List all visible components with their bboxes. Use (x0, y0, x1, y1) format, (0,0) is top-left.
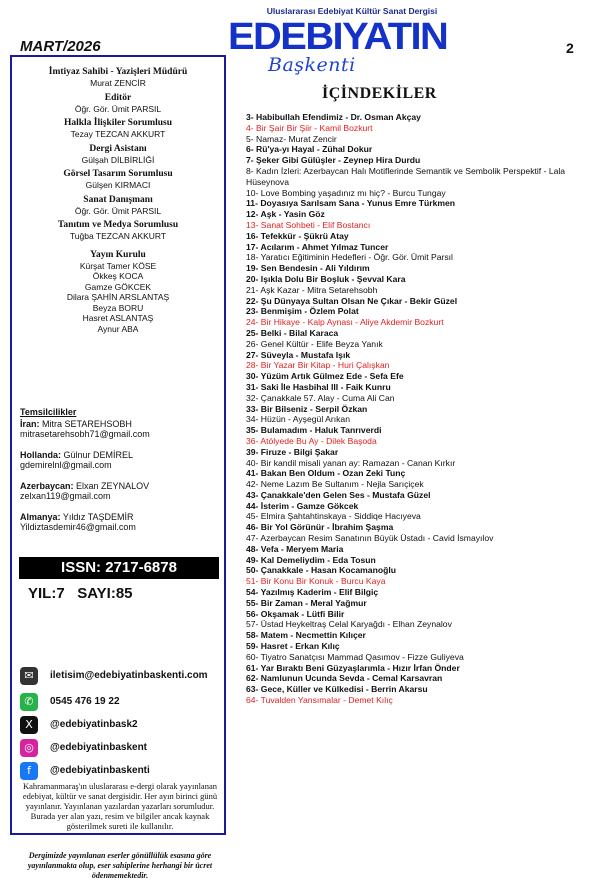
toc-item[interactable]: 20- Işıkla Dolu Bir Boşluk - Şevval Kara (246, 273, 406, 284)
issue-info (28, 585, 133, 602)
toc-item[interactable]: 40- Bir kandil misali yanan ay: Ramazan - Canan Kırkır (246, 457, 456, 468)
toc-item[interactable]: 46- Bir Yol Görünür - İbrahim Şaşma (246, 522, 394, 533)
toc-item[interactable]: 56- Okşamak - Lütfi Bilir (246, 608, 345, 619)
toc-item[interactable]: 58- Matem - Necmettin Kılıçer (246, 630, 366, 641)
toc-item[interactable]: 57- Üstad Heykeltraş Celal Karyağdı - Elhan Zeynalov (246, 619, 452, 630)
toc-item[interactable]: 4- Bir Şair Bir Şiir - Kamil Bozkurt (246, 122, 373, 133)
rep-country: İran: (20, 418, 40, 429)
about-text: Kahramanmaraş'ın uluslararası e-dergi olarak yayınlanan edebiyat, kültür ve sanat dergisidir. Her ayın birinci günü yayınlanır. Yayınlanan yazılardan yazarları sorumludur. Burada yer alan yazı, resim ve bilgiler ancak kaynak gösterilmek sureti ile kullanılır. (22, 781, 218, 831)
staff-role: Sanat Danışmanı (83, 194, 153, 205)
toc-item[interactable]: 41- Bakan Ben Oldum - Ozan Zeki Tunç (246, 468, 406, 479)
toc-item[interactable]: 63- Gece, Küller ve Külkedisi - Berrin Akarsu (246, 684, 428, 695)
staff-block (12, 195, 224, 217)
issue-date: MART/2026 (20, 38, 101, 55)
rep-email[interactable]: mitrasetarehsobh71@gmail.com (20, 429, 150, 439)
toc-item[interactable]: 21- Aşk Kazar - Mitra Setarehsobh (246, 284, 378, 295)
staff-name: Gülşen KIRMACI (85, 180, 151, 190)
contact-text[interactable]: iletisim@edebiyatinbaskenti.com (50, 670, 208, 681)
x-icon: X (20, 716, 38, 734)
contact-row[interactable] (20, 716, 225, 736)
staff-name: Öğr. Gör. Ümit PARSIL (74, 103, 162, 114)
toc-item[interactable]: 10- Love Bombing yaşadınız mı hiç? - Burcu Tungay (246, 187, 446, 198)
staff-name: Öğr. Gör. Ümit PARSIL (74, 205, 162, 216)
staff-name: Gülşah DİLBİRLİĞİ (81, 154, 155, 165)
toc-item[interactable]: 43- Çanakkale'den Gelen Ses - Mustafa Güzel (246, 489, 431, 500)
instagram-icon: ◎ (20, 739, 38, 757)
toc-item[interactable]: 17- Acılarım - Ahmet Yılmaz Tuncer (246, 241, 389, 252)
contact-row[interactable] (20, 762, 225, 782)
toc-item[interactable]: 25- Belki - Bilal Karaca (246, 327, 339, 338)
facebook-icon: f (20, 762, 38, 780)
toc-item[interactable]: 19- Sen Bendesin - Ali Yıldırım (246, 263, 370, 274)
staff-name: Beyza BORU (92, 302, 144, 313)
staff-role: Tanıtım ve Medya Sorumlusu (57, 220, 179, 230)
contact-row[interactable] (20, 739, 225, 759)
staff-role: Görsel Tasarım Sorumlusu (63, 169, 173, 179)
toc-item[interactable]: 54- Yazılmış Kaderim - Elif Bilgiç (246, 587, 379, 598)
staff-role: İmtiyaz Sahibi - Yazişleri Müdürü (48, 67, 188, 77)
staff-name: Kürşat Tamer KÖSE (79, 260, 157, 271)
toc-item[interactable]: 36- Atölyede Bu Ay - Dilek Başoda (246, 435, 377, 446)
toc-item[interactable]: 48- Vefa - Meryem Maria (246, 543, 344, 554)
toc-item[interactable]: 42- Neme Lazım Be Sultanım - Nejla Sarıçiçek (246, 479, 424, 490)
staff-name: Murat ZENCİR (90, 78, 146, 88)
toc-item[interactable]: 60- Tiyatro Sanatçısı Mammad Qasımov - Fizze Guliyeva (246, 651, 464, 662)
toc-item[interactable]: 6- Rü'ya-yı Hayal - Zühal Dokur (246, 144, 373, 155)
rep-country: Hollanda: (20, 449, 62, 460)
rep-email[interactable]: Yildiztasdemir46@gmail.com (20, 522, 136, 532)
logo-main-text: EDEBIYATIN (228, 16, 448, 58)
staff-role: Yayın Kurulu (90, 249, 146, 260)
toc-item[interactable]: 27- Süveyla - Mustafa Işık (246, 349, 351, 360)
table-of-contents (246, 112, 586, 706)
magazine-logo (228, 16, 448, 78)
rep-country: Azerbaycan: (20, 480, 74, 491)
staff-block (12, 93, 224, 115)
toc-item[interactable]: 30- Yüzüm Artık Gülmez Ede - Sefa Efe (246, 371, 404, 382)
staff-name: Dilara ŞAHİN ARSLANTAŞ (66, 292, 170, 302)
staff-role: Halkla İlişkiler Sorumlusu (63, 118, 173, 128)
contact-text[interactable]: @edebiyatinbaskenti (50, 765, 150, 776)
staff-block (12, 169, 224, 191)
staff-block (12, 220, 224, 242)
contact-text[interactable]: 0545 476 19 22 (50, 696, 120, 707)
toc-item[interactable]: 31- Saki İle Hasbihal III - Faik Kunru (246, 381, 391, 392)
staff-name: Tezay TEZCAN AKKURT (70, 129, 166, 139)
toc-item[interactable]: 12- Aşk - Yasin Göz (246, 209, 325, 220)
rep-email[interactable]: zelxan119@gmail.com (20, 491, 111, 501)
toc-item[interactable]: 32- Çanakkale 57. Alay - Cuma Ali Can (246, 392, 395, 403)
issue-year: YIL:7 (28, 585, 65, 602)
toc-item[interactable]: 44- İsterim - Gamze Gökcek (246, 500, 359, 511)
rep-country: Almanya: (20, 511, 61, 522)
logo-sub-text: Başkenti (268, 54, 356, 76)
toc-item[interactable]: 28- Bir Yazar Bir Kitap - Huri Çalışkan (246, 360, 390, 371)
toc-item[interactable]: 13- Sanat Sohbeti - Elif Bostancı (246, 219, 371, 230)
toc-item[interactable]: 59- Hasret - Erkan Kılıç (246, 641, 340, 652)
toc-item[interactable]: 64- Tuvalden Yansımalar - Demet Kılıç (246, 695, 393, 706)
magazine-tagline: Uluslararası Edebiyat Kültür Sanat Dergisi (266, 6, 438, 16)
staff-block (12, 118, 224, 140)
staff-role: Editör (104, 92, 132, 103)
toc-item[interactable]: 55- Bir Zaman - Meral Yağmur (246, 597, 367, 608)
toc-item[interactable]: 45- Elmira Şahtahtinskaya - Siddiqe Hacıyeva (246, 511, 421, 522)
rep-name: Yıldız TAŞDEMİR (62, 511, 134, 522)
staff-name: Aynur ABA (97, 323, 139, 334)
page-number: 2 (566, 40, 574, 56)
contact-row[interactable] (20, 667, 225, 687)
toc-item[interactable]: 50- Çanakkale - Hasan Kocamanoğlu (246, 565, 396, 576)
representatives (20, 407, 220, 543)
rep-name: Mitra SETAREHSOBH (42, 418, 132, 429)
representative (20, 419, 220, 440)
toc-item[interactable]: 47- Azerbaycan Resim Sanatının Büyük Üstadı - Cavid İsmayılov (246, 533, 494, 544)
toc-item[interactable]: 33- Bir Bilseniz - Serpil Özkan (246, 403, 368, 414)
toc-item[interactable]: 18- Yaratıcı Eğitiminin Hedefleri - Öğr. Gör. Ümit Parsıl (246, 252, 453, 263)
payment-note: Dergimizde yayınlanan eserler gönüllülük esasına göre yayınlanmakta olup, eser sahiplerine herhangi bir ücret ödenmemektedir. (27, 851, 213, 880)
toc-item[interactable]: 5- Namaz- Murat Zencir (246, 133, 337, 144)
representative (20, 450, 220, 471)
toc-item[interactable]: 11- Doyasıya Sarılsam Sana - Yunus Emre Türkmen (246, 198, 456, 209)
rep-email[interactable]: gdemirelnl@gmail.com (20, 460, 112, 470)
issn-banner: ISSN: 2717-6878 (19, 557, 219, 579)
staff-name: Ökkeş KOCA (92, 271, 144, 281)
representatives-title: Temsilcilikler (20, 407, 77, 417)
rep-name: Gülnur DEMİREL (63, 449, 134, 460)
email-icon: ✉ (20, 667, 38, 685)
contact-text[interactable]: @edebiyatinbaskent (50, 742, 148, 753)
toc-item[interactable]: 34- Hüzün - Ayşegül Arıkan (246, 414, 350, 425)
staff-block (12, 144, 224, 166)
contact-row[interactable] (20, 693, 225, 713)
issue-number: SAYI:85 (77, 585, 133, 602)
representative (20, 481, 220, 502)
staff-block (12, 67, 224, 89)
toc-item[interactable]: 7- Şeker Gibi Gülüşler - Zeynep Hira Durdu (246, 155, 421, 166)
contact-text[interactable]: @edebiyatinbask2 (50, 719, 138, 730)
toc-item[interactable]: 22- Şu Dünyaya Sultan Olsan Ne Çıkar - Bekir Güzel (246, 295, 458, 306)
toc-title: İÇİNDEKİLER (322, 85, 437, 102)
staff-block (12, 250, 224, 335)
staff-panel (10, 55, 226, 880)
staff-name: Tuğba TEZCAN AKKURT (69, 231, 167, 241)
toc-item[interactable]: 3- Habibullah Efendimiz - Dr. Osman Akçay (246, 112, 421, 122)
toc-item[interactable]: 23- Benmişim - Özlem Polat (246, 306, 359, 317)
toc-item[interactable]: 16- Tefekkür - Şükrü Atay (246, 230, 349, 241)
toc-item[interactable]: 26- Genel Kültür - Elife Beyza Yanık (246, 338, 383, 349)
toc-item[interactable]: 62- Namlunun Ucunda Sevda - Cemal Karsavran (246, 673, 443, 684)
toc-item[interactable]: 39- Firuze - Bilgi Şakar (246, 446, 339, 457)
staff-name: Gamze GÖKCEK (84, 281, 152, 292)
toc-item[interactable]: 24- Bir Hikaye - Kalp Aynası - Aliye Akdemir Bozkurt (246, 317, 444, 328)
toc-item[interactable]: 61- Yar Bıraktı Beni Güzyaşlarımla - Hızır İrfan Önder (246, 662, 460, 673)
staff-role: Dergi Asistanı (89, 143, 147, 154)
rep-name: Elxan ZEYNALOV (76, 480, 150, 491)
toc-item[interactable]: 49- Kal Demeliydim - Eda Tosun (246, 554, 376, 565)
toc-item[interactable]: 51- Bir Konu Bir Konuk - Burcu Kaya (246, 576, 386, 587)
staff-list (12, 67, 224, 338)
toc-item[interactable]: 35- Bulamadım - Haluk Tanrıverdi (246, 425, 382, 436)
staff-name: Hasret ASLANTAŞ (82, 313, 154, 323)
representative (20, 512, 220, 533)
toc-item[interactable]: 8- Kadın İzleri: Azerbaycan Halı Motiflerinde Semantik ve Sembolik Perspektif - Lala Hüseynova (246, 165, 566, 187)
whatsapp-icon: ✆ (20, 693, 38, 711)
